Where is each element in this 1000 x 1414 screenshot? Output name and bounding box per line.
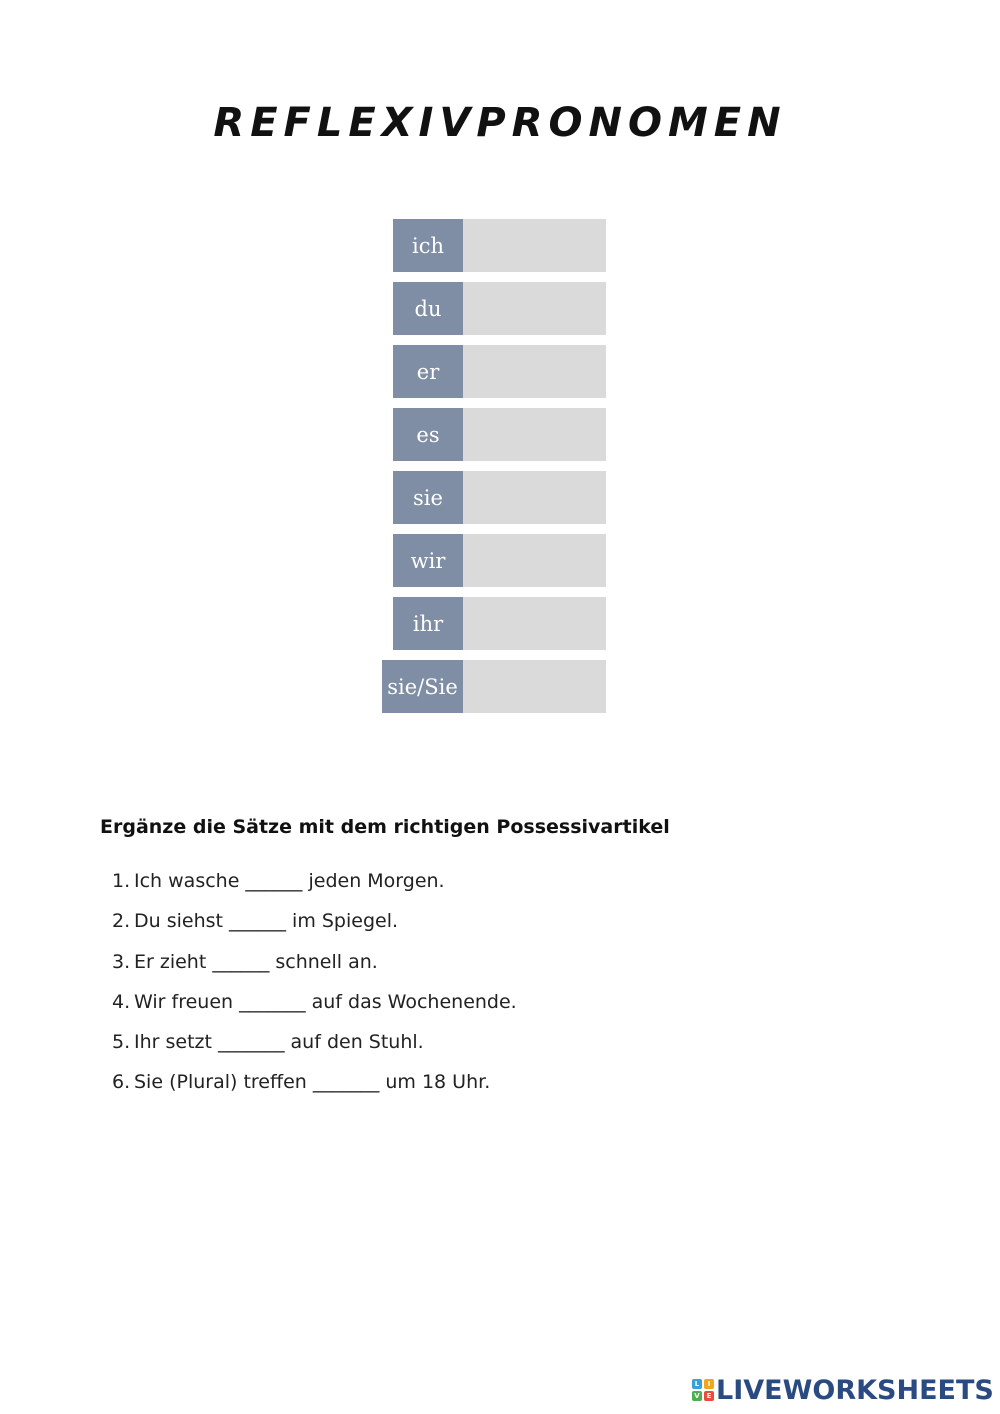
sentence-list — [112, 870, 517, 1112]
pronoun-label: ihr — [393, 597, 463, 650]
pronoun-label: sie — [393, 471, 463, 524]
pronoun-row-ihr — [393, 597, 606, 650]
pronoun-label: es — [393, 408, 463, 461]
sentence-number: 6. — [112, 1071, 131, 1094]
pronoun-answer-input[interactable] — [463, 219, 606, 272]
exercise-instruction: Ergänze die Sätze mit dem richtigen Possessivartikel — [100, 816, 670, 838]
page-title: REFLEXIVPRONOMEN — [213, 100, 787, 146]
pronoun-label: wir — [393, 534, 463, 587]
sentence-text: Er zieht ______ schnell an. — [134, 950, 378, 973]
logo-mark-tile: V — [692, 1391, 702, 1401]
pronoun-row-du — [393, 282, 606, 335]
pronoun-answer-input[interactable] — [463, 534, 606, 587]
pronoun-row-wir — [393, 534, 606, 587]
logo-mark-tile: E — [704, 1391, 714, 1401]
pronoun-answer-input[interactable] — [463, 345, 606, 398]
list-item — [112, 910, 517, 950]
pronoun-row-ich — [393, 219, 606, 272]
sentence-text: Ihr setzt _______ auf den Stuhl. — [134, 1031, 424, 1054]
pronoun-answer-input[interactable] — [463, 408, 606, 461]
sentence-number: 1. — [112, 870, 131, 892]
liveworksheets-logo[interactable] — [692, 1374, 994, 1406]
sentence-number: 5. — [112, 1031, 131, 1054]
pronoun-answer-input[interactable] — [463, 597, 606, 650]
sentence-number: 3. — [112, 950, 131, 973]
logo-mark-tile: L — [692, 1379, 702, 1389]
pronoun-row-er — [393, 345, 606, 398]
pronoun-answer-input[interactable] — [463, 471, 606, 524]
list-item — [112, 1071, 517, 1111]
sentence-number: 2. — [112, 910, 131, 933]
sentence-number: 4. — [112, 990, 131, 1013]
pronoun-answer-input[interactable] — [463, 282, 606, 335]
logo-text: LIVEWORKSHEETS — [716, 1374, 994, 1406]
sentence-text: Ich wasche ______ jeden Morgen. — [134, 870, 445, 892]
pronoun-row-sie — [393, 471, 606, 524]
liveworksheets-logo-icon — [692, 1379, 714, 1401]
list-item — [112, 951, 517, 991]
pronoun-row-es — [393, 408, 606, 461]
pronoun-answer-input[interactable] — [463, 660, 606, 713]
pronoun-label: sie/Sie — [382, 660, 463, 713]
pronoun-label: du — [393, 282, 463, 335]
list-item — [112, 870, 517, 910]
pronoun-label: ich — [393, 219, 463, 272]
sentence-text: Sie (Plural) treffen _______ um 18 Uhr. — [134, 1071, 491, 1094]
list-item — [112, 1031, 517, 1071]
sentence-text: Wir freuen _______ auf das Wochenende. — [134, 990, 517, 1013]
pronoun-row-sie-sie — [382, 660, 606, 713]
sentence-text: Du siehst ______ im Spiegel. — [134, 910, 399, 933]
list-item — [112, 991, 517, 1031]
pronoun-label: er — [393, 345, 463, 398]
logo-mark-tile: I — [704, 1379, 714, 1389]
